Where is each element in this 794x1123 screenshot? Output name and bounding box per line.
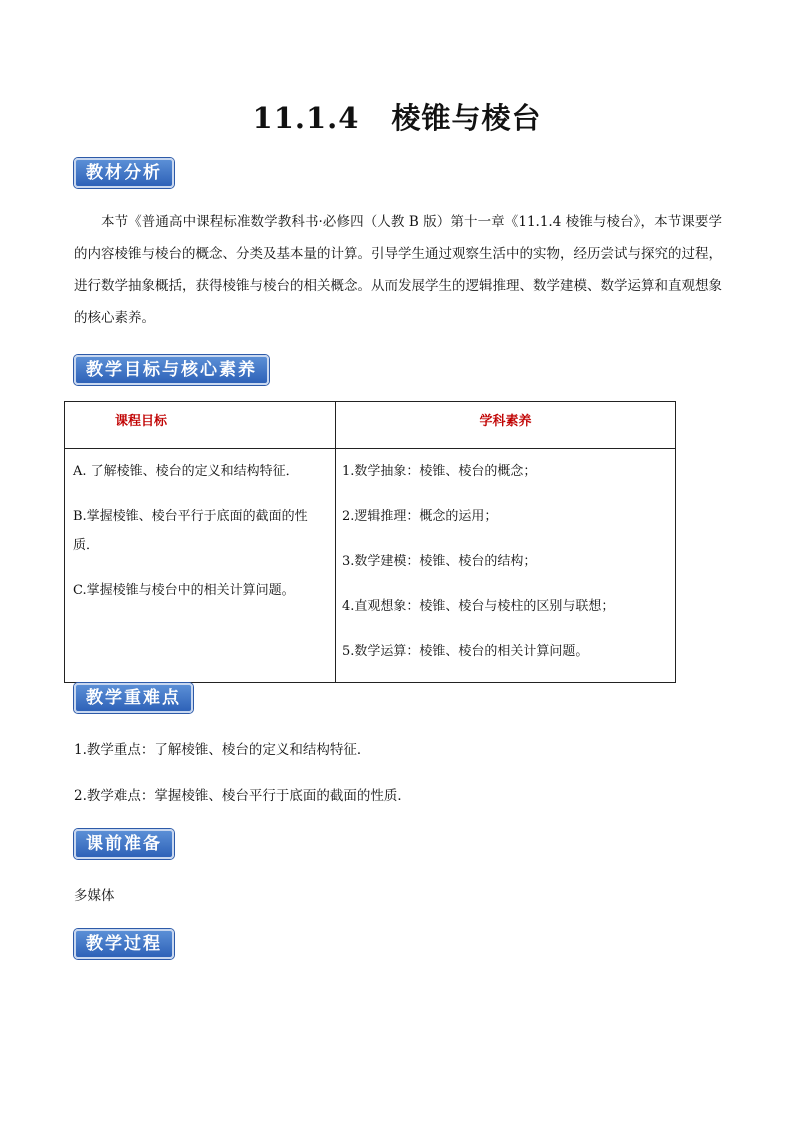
key-point-item: 1.教学重点：了解棱锥、棱台的定义和结构特征．	[74, 742, 371, 758]
literacy-cell	[336, 449, 676, 683]
page-title	[0, 96, 794, 137]
literacy-item: 2.逻辑推理：概念的运用；	[342, 509, 498, 524]
section-badge-key-points: 教学重难点	[74, 683, 193, 713]
literacy-item: 1.数学抽象：棱锥、棱台的概念；	[342, 464, 537, 479]
goals-list	[65, 449, 335, 605]
goals-table	[64, 401, 676, 683]
literacy-item: 4.直观想象：棱锥、棱台与棱柱的区别与联想；	[342, 599, 615, 614]
analysis-paragraph: 本节《普通高中课程标准数学教科书·必修四（人教 B 版）第十一章《11.1.4 棱锥与棱台》，本节课要学的内容棱锥与棱台的概念、分类及基本量的计算。引导学生通过观察生活中的实物，经历尝试与探究的过程，进行数学抽象概括，获得棱锥与棱台的相关概念。从而发展学生的逻辑推理、数学建模、数学运算和直观想象的核心素养。	[74, 214, 722, 326]
table-header-cell	[65, 402, 336, 449]
goals-cell	[65, 449, 336, 683]
literacy-list	[336, 449, 675, 666]
header-core-literacy: 学科素养	[479, 414, 532, 429]
header-course-goals: 课程目标	[115, 414, 168, 429]
goal-item: A. 了解棱锥、棱台的定义和结构特征．	[73, 464, 299, 479]
literacy-item: 3.数学建模：棱锥、棱台的结构；	[342, 554, 537, 569]
goal-item: B.掌握棱锥、棱台平行于底面的截面的性质．	[73, 509, 308, 553]
section-badge-process: 教学过程	[74, 929, 174, 959]
literacy-item: 5.数学运算：棱锥、棱台的相关计算问题。	[342, 644, 589, 659]
goal-item: C.掌握棱锥与棱台中的相关计算问题。	[73, 583, 295, 598]
section-badge-analysis: 教材分析	[74, 158, 174, 188]
table-header-cell	[336, 402, 676, 449]
key-point-item: 2.教学难点：掌握棱锥、棱台平行于底面的截面的性质．	[74, 788, 411, 804]
title-text: 棱锥与棱台	[391, 101, 542, 135]
section-badge-preparation: 课前准备	[74, 829, 174, 859]
section-number: 11.1.4	[252, 101, 360, 135]
section-badge-goals: 教学目标与核心素养	[74, 355, 269, 385]
preparation-text: 多媒体	[74, 888, 115, 904]
